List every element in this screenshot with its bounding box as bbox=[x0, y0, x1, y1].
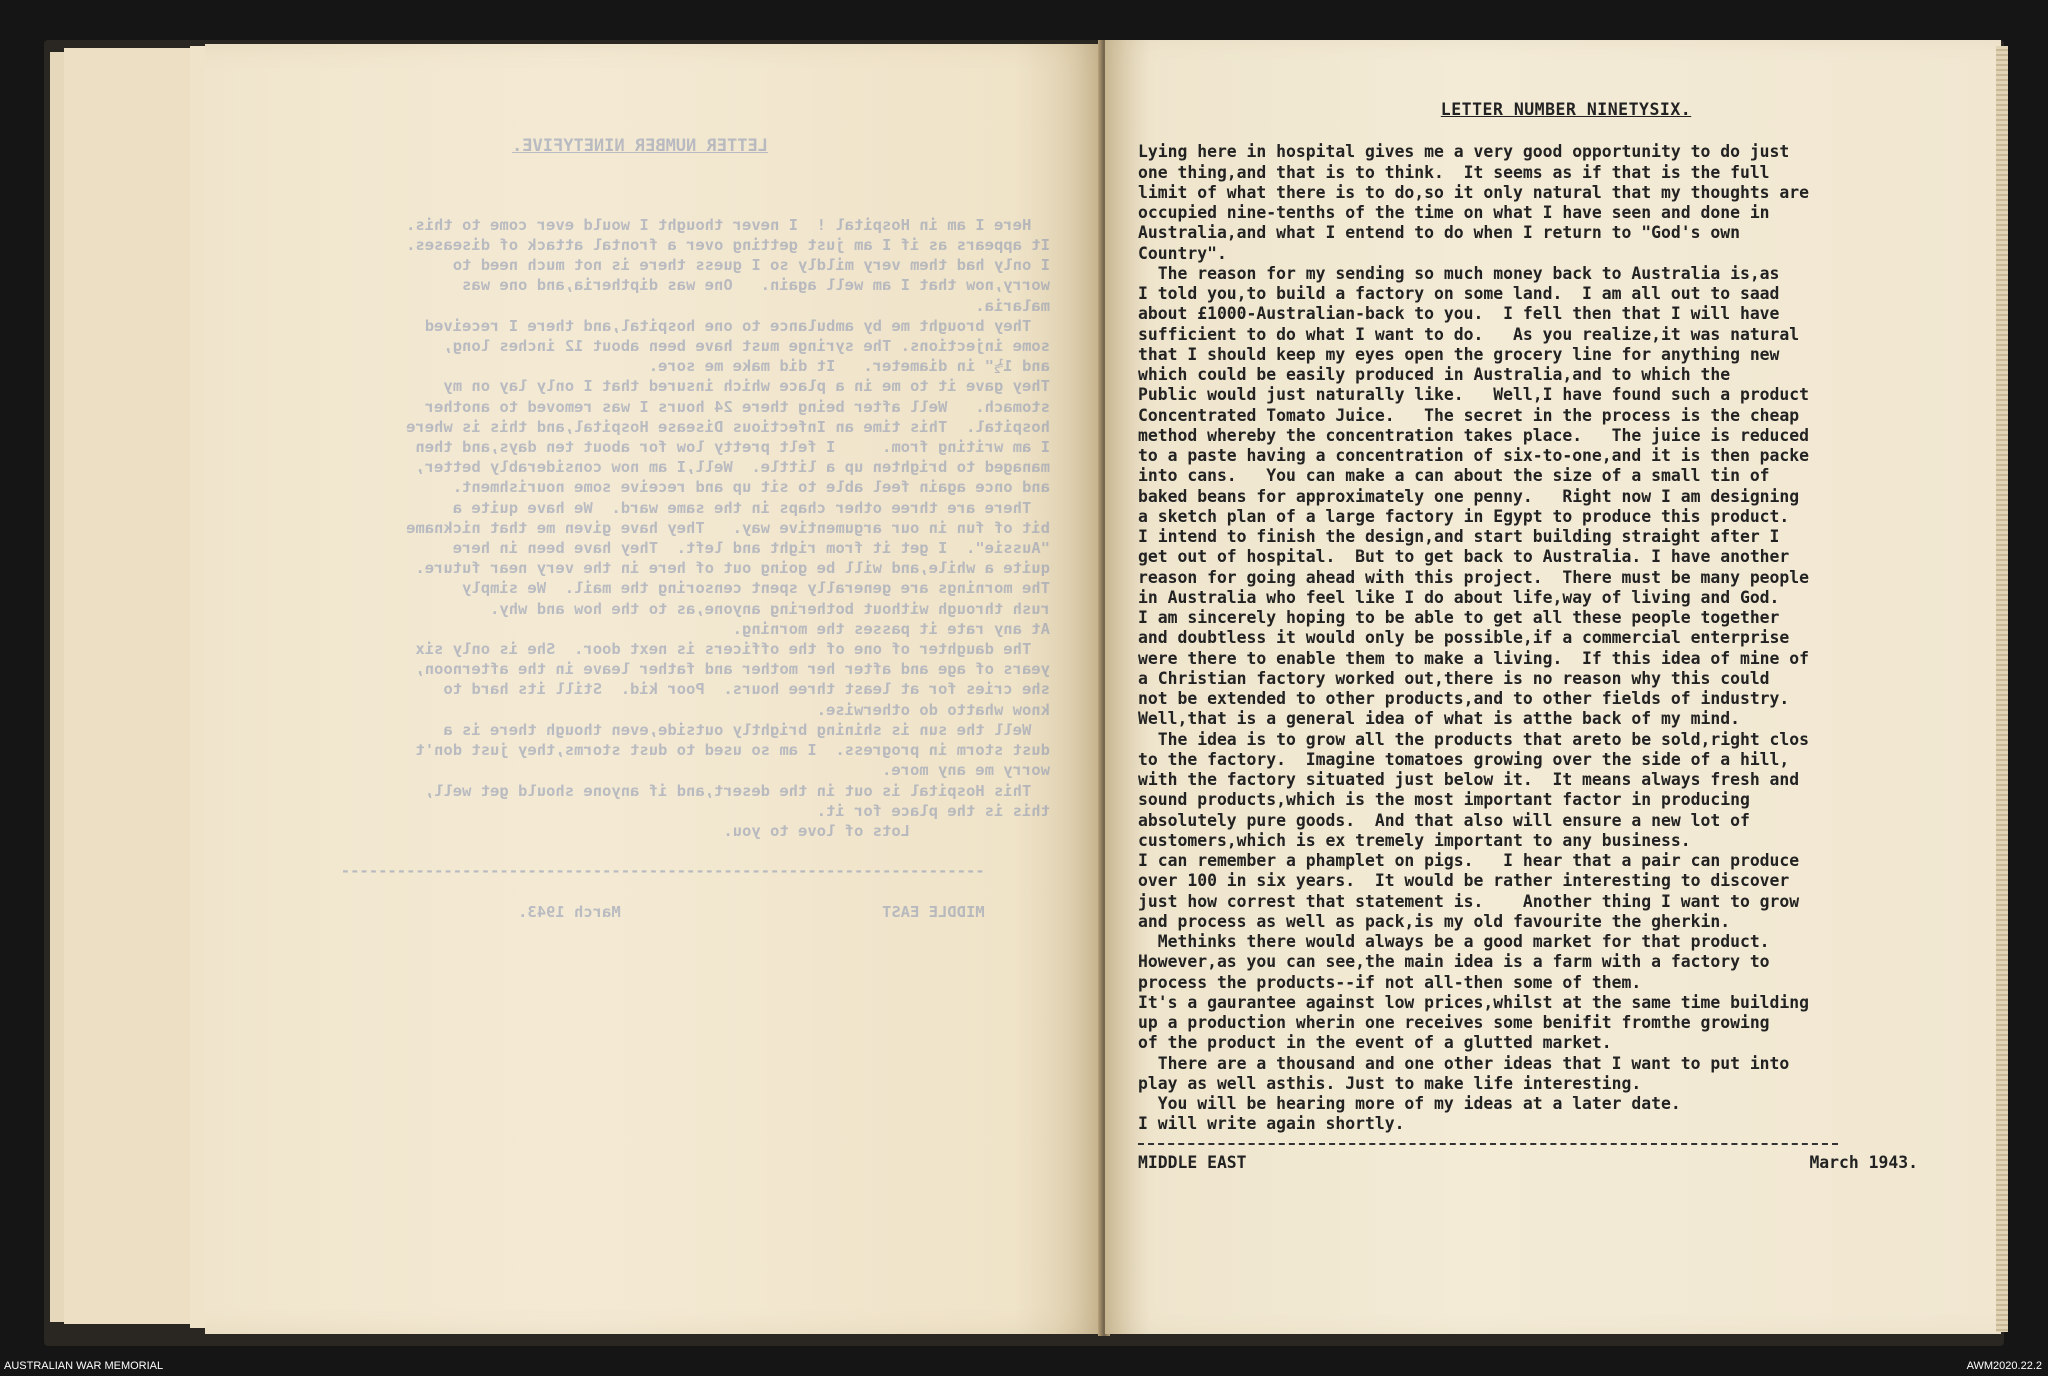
right-page-edges bbox=[1996, 46, 2008, 1332]
letter-place: MIDDLE EAST bbox=[1138, 1152, 1247, 1172]
bleed-letter-title: LETTER NUMBER NINETYFIVE. bbox=[512, 136, 768, 157]
institution-credit: AUSTRALIAN WAR MEMORIAL bbox=[4, 1360, 164, 1372]
dashed-divider bbox=[1138, 1143, 1838, 1145]
letter-date: March 1943. bbox=[1809, 1152, 1918, 1172]
letter bbox=[1138, 100, 1964, 1173]
left-page-bleed-through bbox=[230, 96, 1050, 922]
letter-title: LETTER NUMBER NINETYSIX. bbox=[1440, 100, 1692, 119]
catalogue-id: AWM2020.22.2 bbox=[1966, 1360, 2042, 1372]
letter-body: Lying here in hospital gives me a very good opportunity to do just one thing,and that is to think. It seems as if that is the full limit of what there is to do,so it only natural that my thoughts are occupied nine-tenths of the time on what I have seen and done in Australia,and what I entend to do when I return to "God's own Country". The reason for my sending so much money back to Australia is,as I told you,to build a factory on some land. I am all out to saad about £1000-Australian-back to you. I fell then that I will have sufficient to do what I want to do. As you realize,it was natural that I should keep my eyes open the grocery line for anything new which could be easily produced in Australia,and to which the Public would just naturally like. Well,I have found such a product Concentrated Tomato Juice. The secret in the process is the cheap method whereby the concentration takes place. The juice is reduced to a paste having a concentration of six-to-one,and it is then packe into cans. You can make a can about the size of a small tin of baked beans for approximately one penny. Right now I am designing a sketch plan of a large factory in Egypt to produce this product. I intend to finish the design,and start building straight after I get out of hospital. But to get back to Australia. I have another reason for going ahead with this project. There must be many people in Australia who feel like I do about life,way of living and God. I am sincerely hoping to be able to get all these people together and doubtless it would only be possible,if a commercial enterprise were there to enable them to make a living. If this idea of mine of a Christian factory worked out,there is no reason why this could not be extended to other products,and to other fields of industry. Well,that is a general idea of what is atthe back of my mind. The idea is to grow all the products that areto be sold,right clos to the factory. Imagine tomatoes growing over the side of a hill, with the factory situated just below it. It means always fresh and sound products,which is the most important factor in producing absolutely pure goods. And that also will ensure a new lot of customers,which is ex tremely important to any business. I can remember a phamplet on pigs. I hear that a pair can produce over 100 in six years. It would be rather interesting to discover just how correst that statement is. Another thing I want to grow and process as well as pack,is my old favourite the gherkin. Methinks there would always be a good market for that product. However,as you can see,the main idea is a farm with a factory to process the products--if not all-then some of them. It's a gaurantee against low prices,whilst at the same time building up a production wherin one receives some benifit fromthe growing of the product in the event of a glutted market. There are a thousand and one other ideas that I want to put into play as well asthis. Just to make life interesting. You will be hearing more of my ideas at a later date. I will write again shortly. bbox=[1138, 142, 1810, 1134]
caption-bar bbox=[0, 1346, 2048, 1376]
bleed-letter-text: Here I am in Hospital ! I never thought I would ever come to this. It appears as if I am just getting over a frontal attack of diseases. I only had them very mildly so I guess there is not much need to worry,now that I am well again. One was diptheria,and one was malaria. They brought me by ambulance to one hospital,and there I received some injections. The syringe must have been about 12 inches long, and 1½" in diameter. It did make me sore. They gave it to me in a place which insured that I only lay on my stomach. Well after being there 24 hours I was removed to another hospital. This time an Infectious Disease Hospital,and this is where I am writing from. I felt pretty low for about ten days,and then managed to brighten up a little. Well,I am now considerably better, and once again feel able to sit up and receive some nourishment. There are three other chaps in the same ward. We have quite a bit of fun in our argumentive way. They have given me that nickname "Aussie". I get it from right and left. They have been in here quite a while,and will be going out of here in the very near future. The mornings are generally spent censoring the mail. We simply rush through without bothering anyone,as to the how and why. At any rate it passes the morning. The daughter of one of the officers is next door. She is only six years of age and after her mother and father leave in the afternoon, she cries for at least three hours. Poor kid. Still its hard to know whatto do otherwise. Well the sun is shining brightly outside,even though there is a dust storm in progress. I am so used to dust storms,they just don't worry me any more. This Hospital is out in the desert,and if anyone should get well, this is the place for it. Lots of love to you. --------------------------------------------------------------------- MIDDLE EAST March 1943. bbox=[340, 215, 1050, 921]
underlying-page-bleed bbox=[60, 120, 200, 1020]
letter-signoff bbox=[1138, 1153, 1918, 1173]
